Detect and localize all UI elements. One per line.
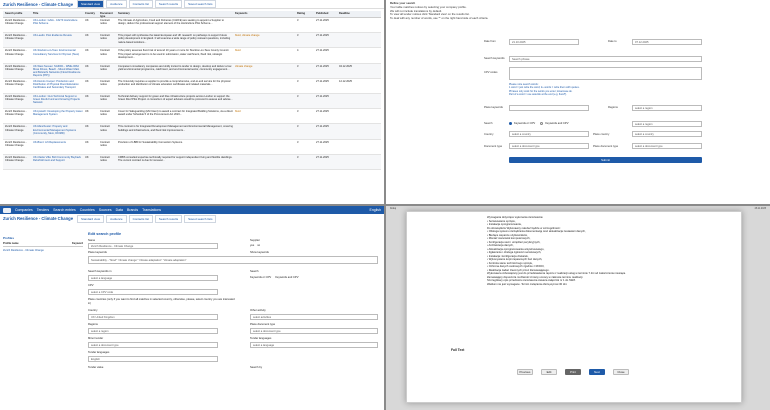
results-table: [3, 11, 381, 170]
table-cell: UK: [85, 34, 89, 38]
radio-keywords-or-cpv[interactable]: Keywords or CPV: [250, 276, 272, 279]
name-label: Name: [88, 239, 96, 242]
results-panel: [0, 0, 384, 204]
table-cell: If the policy assumes flood risk of around 10 years or more for Stockton-on-Tees County Council. This project arrangement is to be used in submission, water catchment, flood risk, strategic development...: [118, 49, 230, 59]
place-doc-select[interactable]: select a document type: [632, 143, 702, 149]
radio-label: Keywords and CPV: [545, 122, 569, 125]
table-cell: 4: [297, 49, 299, 53]
hint-line: Phrases only work for the words you enter; lowercase ok.: [509, 89, 573, 93]
table-header: [3, 11, 381, 18]
date-from-label: Date from: [484, 40, 496, 43]
table-cell: 27.11.2025: [316, 64, 329, 68]
table-cell: UK: [85, 140, 89, 144]
table-cell[interactable]: UK-London: GLA Technical Support to Green Roofs Fund and Growing Projects Network: [33, 94, 80, 105]
table-cell: 3: [297, 34, 299, 38]
show-keywords-label: Show keywords: [250, 251, 269, 254]
place-doc-label: Place document type: [593, 145, 619, 148]
country-input[interactable]: UK United Kingdom: [88, 314, 218, 320]
tab-audience[interactable]: Audience: [106, 215, 127, 223]
table-cell: 27.11.2025: [316, 140, 329, 144]
table-cell[interactable]: UK-Leeds: Post Evidence Review: [33, 34, 72, 38]
table-cell: [235, 125, 295, 137]
table-cell: [339, 141, 360, 153]
table-cell: 3: [297, 110, 299, 114]
supplier-radios: [250, 244, 260, 247]
full-text-panel: [386, 206, 770, 410]
column-header[interactable]: Document type: [100, 12, 113, 19]
search-mode-label: Search: [484, 122, 493, 125]
keywords-input[interactable]: Search phrase: [509, 56, 702, 62]
table-cell: 27.11.2025: [316, 94, 329, 98]
dialog-line: • Aktualizacja oprogramowania antywirusowego,: [487, 247, 545, 251]
cpv-label: CPV: [88, 284, 94, 287]
full-text-dialog: [406, 211, 742, 403]
table-row[interactable]: [3, 155, 381, 170]
table-cell: [339, 19, 360, 31]
dialog-line: • Wykonywanie kopii zapasowych baz danych,: [487, 258, 543, 261]
next-button[interactable]: Next: [589, 369, 605, 375]
country-label: Country: [484, 133, 494, 136]
dialog-line: • Konfiguracja sieci i urządzeń peryferyjnych,: [487, 240, 541, 244]
print-button[interactable]: Print: [565, 369, 581, 375]
view-tabs: [77, 0, 216, 8]
table-cell: Competent consultancy companies are kindly invited to tender to design, develop and deliver a low yield environmental programme, catchment, and environmental sector, community engagement...: [118, 64, 232, 71]
radio-label: Keywords or CPV: [514, 122, 536, 125]
table-cell[interactable]: UK-Brent: Lift Replacements: [33, 140, 66, 144]
edit-title: Edit search profile: [88, 232, 122, 236]
nav-bar: [0, 206, 384, 214]
dialog-line: • Archiwizacja danych,: [487, 244, 514, 247]
regions-select[interactable]: select a region: [632, 105, 702, 111]
keywords-textarea[interactable]: Sustainability - "flood" "climate change" "climate adaptation" "climate adaptation": [88, 256, 378, 264]
table-cell: 27.11.2025: [316, 19, 329, 22]
table-cell: Zurich Resilience - Climate Change: [5, 19, 27, 26]
table-cell: UK: [85, 125, 89, 129]
profile-sidebar: [3, 236, 83, 252]
cpv-select[interactable]: select a CPV code: [88, 289, 218, 295]
table-cell: UK: [85, 94, 89, 98]
table-row[interactable]: [3, 64, 381, 79]
country-label: Country: [88, 309, 98, 312]
logo[interactable]: [3, 208, 11, 213]
table-cell: flood: [235, 49, 241, 53]
radio-keywords-and-cpv[interactable]: Keywords and CPV: [275, 276, 299, 279]
table-cell: 3: [297, 125, 299, 129]
close-button[interactable]: Close: [613, 369, 629, 375]
column-header[interactable]: Summary: [118, 12, 130, 15]
tab-search-results[interactable]: Search results: [155, 215, 182, 223]
table-cell: flood: [235, 110, 241, 114]
table-cell: [339, 95, 360, 107]
tender-lang-select[interactable]: English: [88, 356, 218, 362]
tab-contacts[interactable]: Contacts list: [129, 215, 153, 223]
table-cell: [339, 156, 360, 168]
table-cell: 27.11.2025: [316, 49, 329, 53]
bg-cell: 28.11.2025: [754, 208, 766, 210]
edit-profile-panel: [0, 206, 384, 410]
dialog-line: • Ochrona danych osobowych zgodnie z RODO,: [487, 265, 545, 268]
tender-value-label: Tender value: [88, 366, 104, 369]
doc-type-label: Document type: [484, 145, 503, 148]
dialog-line: • Bieżące wsparcie użytkowników,: [487, 233, 528, 237]
column-header[interactable]: Deadline: [339, 12, 350, 15]
table-cell: Contract notice: [100, 64, 110, 71]
table-cell: [339, 110, 360, 122]
table-cell: Zurich Resilience - Climate Change: [5, 79, 27, 86]
date-to-input[interactable]: 07.12.2025: [632, 39, 702, 45]
table-cell: Contract notice: [100, 79, 110, 86]
edit-button[interactable]: Edit: [541, 369, 557, 375]
table-cell: 3: [297, 140, 299, 144]
nav-countries[interactable]: Countries: [79, 208, 95, 212]
table-cell: Technical delivery support for green and blue infrastructure projects across London to support the Green Roof Pilot Project. A consortium of expert advisers would be procured to assess and advise...: [118, 94, 233, 102]
supplier-no[interactable]: no: [257, 244, 261, 247]
regions-select[interactable]: select a region: [88, 328, 218, 334]
page-title: Zurich Resilience - Climate Change: [3, 216, 74, 221]
search-hint: [509, 83, 580, 97]
table-cell: 3: [297, 64, 299, 68]
table-cell: UK: [85, 110, 89, 114]
table-cell: Contract notice: [100, 34, 110, 41]
other-activity-select[interactable]: select activities: [250, 314, 378, 320]
title-bar: [0, 214, 384, 223]
minor-tender-select[interactable]: select a document type: [88, 342, 218, 348]
previous-button[interactable]: Previous: [517, 369, 533, 375]
tab-search-results[interactable]: Search results: [155, 0, 182, 8]
table-row[interactable]: [3, 124, 381, 139]
tab-saved-lists[interactable]: Saved search lists: [184, 0, 216, 8]
table-cell[interactable]: UK-Stockton-on-Tees: Environmental Consultancy Services for Wyman (Tees): [33, 49, 80, 56]
minor-tender-label: Minor tender: [88, 337, 104, 340]
sidebar-item-profile[interactable]: Zurich Resilience - Climate Change: [3, 249, 44, 252]
dialog-line: Szczegółowy opis przedmiotu zamówienia zawiera załącznik nr 1 do SWZ.: [487, 279, 576, 282]
table-cell: climate change: [235, 64, 253, 68]
search-keywords-select[interactable]: select a language: [88, 275, 218, 281]
lang-label: Tender languages: [250, 337, 272, 340]
table-row[interactable]: [3, 79, 381, 94]
search-form-panel: [386, 0, 770, 204]
date-from-input[interactable]: 21.10.2025: [509, 39, 579, 45]
radio-keywords-or-cpv[interactable]: [509, 122, 512, 125]
table-cell: 3: [297, 155, 299, 159]
search-mode-label: Search: [250, 270, 259, 273]
table-cell: The Climate of Agriculture, Food and Fisheries (CAFFE) are seeking to appoint a Supplier to design, deliver the professional support element of the Horticulture Pilot Scheme...: [118, 19, 224, 26]
table-cell: [235, 141, 295, 153]
table-row[interactable]: [3, 33, 381, 48]
supplier-yes[interactable]: yes: [250, 244, 255, 247]
nav-tenders[interactable]: Tenders: [36, 208, 50, 212]
doc-type-select[interactable]: select a document type: [250, 328, 378, 334]
tab-audience[interactable]: Audience: [106, 0, 127, 8]
intro-line: To deal with any number of words, use '*' on the right hand side of each criteria.: [390, 16, 489, 21]
dialog-line: • Serwisowanie sprzętu,: [487, 219, 516, 223]
dialog-line: • Realizacja zadań zleconych przez Zamawiającego.: [487, 268, 550, 272]
table-cell: This project will synthesise the latest European and UK research on pathways to support future policy development in England. It will examine a wide range of policy relevant questions, including nature-based solutions...: [118, 34, 231, 44]
table-cell: Zurich Resilience - Climate Change: [5, 49, 27, 56]
dialog-line: • Montaż stanowisk komputerowych,: [487, 237, 531, 240]
table-cell: flood, climate change: [235, 34, 260, 38]
regions-label: Regions: [608, 106, 618, 109]
table-cell: UK: [85, 79, 89, 83]
table-row[interactable]: [3, 18, 381, 33]
region-select-2[interactable]: select a region: [632, 121, 702, 127]
table-cell: Zurich Resilience - Climate Change: [5, 34, 27, 41]
places-input[interactable]: [509, 105, 589, 111]
table-cell: Zurich Resilience - Climate Change: [5, 110, 27, 117]
column-header[interactable]: Keywords: [235, 12, 248, 15]
table-cell: CMBS consulted expertise technically required for support independent living and flexible dwellings. The current contract is due for renewal...: [118, 155, 233, 162]
table-cell: 27.11.2025: [316, 110, 329, 114]
table-cell[interactable]: UK-Clarke Villa: Bolt Community Buyback Refurbishment and Support: [33, 155, 81, 162]
hint-line: Part of a word = use asterisk at the end (e.g. flood*).: [509, 93, 567, 97]
table-cell: 3: [297, 79, 299, 83]
nav-search[interactable]: Search entries: [53, 208, 76, 212]
bg-cell: Dodaj: [390, 208, 397, 210]
intro-line: Your table matches notices by selecting your company profile.: [390, 4, 467, 9]
page-title: Zurich Resilience - Climate Change: [3, 1, 74, 7]
regions-label: Regions: [88, 323, 98, 326]
table-cell: The University requires a supplier to provide a comprehensive, end-to-end service for the physical production and distribution of climate education certificates and related materials...: [118, 79, 231, 86]
table-cell: UK: [85, 49, 89, 53]
cpv-input[interactable]: [509, 67, 702, 80]
view-tabs: [77, 215, 216, 223]
nav-sources[interactable]: Sources: [98, 208, 112, 212]
table-cell: [339, 34, 360, 46]
table-cell: Contract notice: [100, 125, 110, 132]
tab-contacts[interactable]: Contacts list: [129, 0, 153, 8]
intro-heading: Refine your search: [390, 1, 416, 5]
keywords-label: Search keywords: [484, 57, 505, 60]
doc-type-label: Place document type: [250, 323, 276, 326]
name-input[interactable]: Zurich Resilience - Climate Change: [88, 243, 218, 249]
tender-lang-label: Tender languages: [88, 351, 110, 354]
table-cell: [339, 49, 360, 61]
table-cell: Zurich Resilience - Climate Change: [5, 140, 27, 147]
top-bar: [0, 0, 384, 9]
table-cell: Contract notice: [100, 140, 110, 147]
table-cell: Zurich Resilience - Climate Change: [5, 64, 27, 71]
place-keywords-label: Place keywords: [88, 251, 107, 254]
table-cell: Contract notice: [100, 155, 110, 162]
table-cell[interactable]: UK-Ipswich: Developing the Property Asset Management System: [33, 110, 83, 117]
sidebar-col-name: Profile name: [3, 242, 19, 245]
doc-type-select[interactable]: select a document type: [509, 143, 589, 149]
column-header[interactable]: Published: [316, 12, 329, 15]
nav-brands[interactable]: Brands: [126, 208, 139, 212]
dialog-line: • Zgłaszanie i obsługa zgłoszeń serwisowych,: [487, 251, 542, 254]
search-by-label: Search by: [250, 366, 263, 369]
table-cell: 3: [297, 94, 299, 98]
table-row[interactable]: [3, 94, 381, 109]
table-row[interactable]: [3, 48, 381, 63]
dialog-body: [487, 216, 647, 286]
dialog-line: • Kontrola stanu technicznego sprzętu,: [487, 261, 533, 265]
date-to-label: Date to: [608, 40, 617, 43]
place-country-select[interactable]: select a country: [632, 131, 702, 137]
table-cell: Contract notice: [100, 49, 110, 56]
table-cell: 27.11.2025: [316, 125, 329, 129]
other-activity-label: Other activity: [250, 309, 266, 312]
tab-standard-view[interactable]: Standard view: [77, 0, 104, 8]
table-cell: Cover for Safeguarding (HM Intent) to award a contract for Integrated Building Solutions, via a direct award under Schedule 5 of the Procurement Act 2023...: [118, 110, 233, 117]
table-cell: UK: [85, 155, 89, 159]
nav-translations[interactable]: Translations: [142, 208, 162, 212]
tab-standard-view[interactable]: Standard view: [77, 215, 104, 223]
search-keywords-label: Search keywords in: [88, 270, 112, 273]
table-cell: 04.12.2025: [339, 64, 352, 68]
lang-select[interactable]: select a language: [250, 342, 378, 348]
column-header[interactable]: Search profile: [5, 12, 23, 15]
table-cell: 27.11.2025: [316, 155, 329, 159]
table-cell: 27.11.2025: [316, 79, 329, 83]
nav-companies[interactable]: Companies: [15, 208, 33, 212]
dialog-line: Wadium nie jest wymagane. Termin związania ofertą wynosi 30 dni.: [487, 282, 568, 286]
supplier-label: Supplier: [250, 239, 260, 242]
table-cell[interactable]: UK-Manchester: Property and Environmental Management Systems (Community, Mem, DKIMD): [33, 125, 77, 135]
table-body: [3, 18, 381, 170]
edit-form: [88, 232, 380, 236]
dialog-line: Zamawiający dopuszcza możliwość zmiany umowy w zakresie terminu realizacji.: [487, 275, 584, 279]
dialog-line: • Obsługa systemu zarządzania dokumentacją oraz aktualizacja zestawień danych,: [487, 230, 586, 233]
table-cell: Contract notice: [100, 19, 110, 26]
intro-line: We will not include translations by default.: [390, 8, 442, 13]
table-cell[interactable]: UK-Dennis Cooper: Production and Distribution of Physical Flood Education Certificates and Secondary Transport: [33, 79, 79, 90]
submit-button[interactable]: Submit: [509, 157, 702, 163]
radio-keywords-and-cpv[interactable]: [540, 122, 543, 125]
column-header[interactable]: Rating: [297, 12, 306, 15]
hint-line: Please note search words:: [509, 83, 539, 86]
table-cell: 3: [297, 19, 299, 22]
dialog-line: • Instalacja oprogramowania,: [487, 223, 522, 226]
table-cell: 12.12.2025: [339, 79, 352, 83]
nav-data[interactable]: Data: [115, 208, 123, 212]
table-cell: Zurich Resilience - Climate Change: [5, 155, 27, 162]
hint-line: 1 word = just write the word; 2+ words = write them with quotes.: [509, 86, 580, 90]
table-cell: Contract notice: [100, 110, 110, 117]
dialog-line: Wykonawca zobowiązany jest do przedstawienia raportu z realizacji usług w terminie 7 dni od zakończenia miesiąca.: [487, 272, 626, 275]
sidebar-col-keyword: Keyword: [72, 242, 83, 245]
cpv-label: CPV codes: [484, 71, 498, 74]
table-cell: [339, 125, 360, 137]
dialog-line: Wymagania dotyczące wykonania zamówienia:: [487, 216, 544, 219]
places-label: Place keywords: [484, 106, 503, 109]
search-mode-radios: [250, 276, 299, 279]
table-cell: [235, 95, 295, 107]
table-cell: Contract notice: [100, 94, 110, 102]
places-note: Place countries (only if you want to find all matches in selected country, otherwise, please, select country you are interested in): [88, 298, 235, 305]
table-cell: [235, 19, 295, 31]
table-cell[interactable]: UK-London: GAIA - CAITF Horticulture Pilot Scheme: [33, 19, 78, 26]
sidebar-title: Profiles: [3, 236, 15, 240]
language-switch[interactable]: English: [369, 208, 381, 212]
table-cell: 27.11.2025: [316, 34, 329, 38]
dialog-line: Do obowiązków Wykonawcy należeć będzie w szczególności:: [487, 226, 561, 230]
column-header[interactable]: Country: [85, 12, 95, 15]
country-select[interactable]: select a country: [509, 131, 589, 137]
intro-line: To view all tender notices click 'Standard view' on the results list.: [390, 12, 470, 17]
intro-text: [390, 2, 690, 21]
table-cell: Provision of LBIB for Sustainability Connection Systems.: [118, 140, 183, 144]
table-row[interactable]: [3, 109, 381, 124]
table-cell: [235, 80, 295, 92]
dialog-line: • Instalacja i konfiguracja drukarek,: [487, 254, 529, 258]
column-header[interactable]: Title: [33, 12, 39, 15]
table-cell[interactable]: UK-West Sussex: SG6001 - WMH-0062 Moss Drives, Beach - Mixed Water Main and Bolsterfs Networks (Flood Resilience Reports (PIP)): [33, 64, 81, 77]
place-country-label: Place country: [593, 133, 610, 136]
table-cell: Zurich Resilience - Climate Change: [5, 125, 27, 132]
table-row[interactable]: [3, 140, 381, 155]
table-cell: UK: [85, 19, 89, 22]
table-cell: Zurich Resilience - Climate Change: [5, 94, 27, 102]
table-cell: [235, 156, 295, 168]
table-cell: This contract is for Integrated Development Management and Environmental Management, covering buildings and infrastructure, and flood risk improvements...: [118, 125, 233, 132]
table-cell: UK: [85, 64, 89, 68]
tab-saved-lists[interactable]: Saved search lists: [184, 215, 216, 223]
dialog-title: Full Text: [451, 348, 465, 352]
